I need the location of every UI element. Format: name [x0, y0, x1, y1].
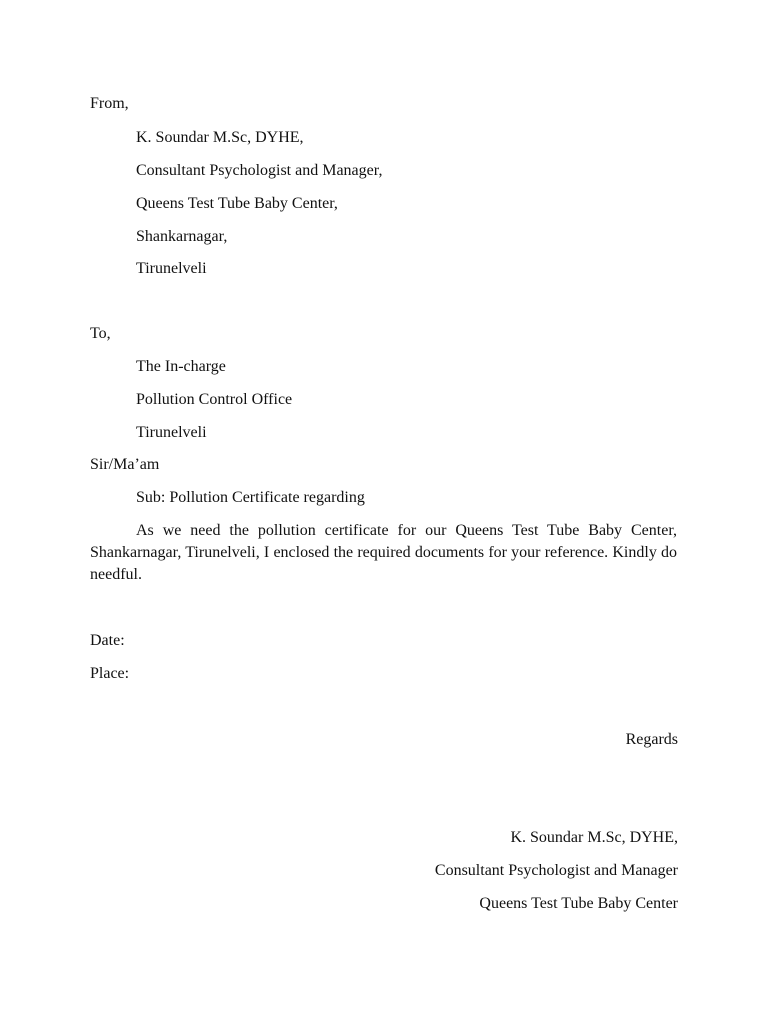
- subject-line: Sub: Pollution Certificate regarding: [136, 489, 365, 506]
- recipient-city: Tirunelveli: [136, 424, 207, 441]
- recipient-role: The In-charge: [136, 358, 226, 375]
- place-label: Place:: [90, 665, 130, 682]
- date-label: Date:: [90, 632, 125, 649]
- sender-locality: Shankarnagar,: [136, 228, 228, 245]
- signature-organization: Queens Test Tube Baby Center: [479, 895, 678, 912]
- closing-regards: Regards: [625, 731, 678, 748]
- signature-name: K. Soundar M.Sc, DYHE,: [510, 829, 678, 846]
- sender-city: Tirunelveli: [136, 260, 207, 277]
- from-label: From,: [90, 95, 129, 112]
- to-label: To,: [90, 325, 111, 342]
- body-paragraph: As we need the pollution certificate for our Queens Test Tube Baby Center, Shankarnagar, Tirunelveli, I enclosed the required documents for your reference. Kindly do needful.: [90, 522, 677, 583]
- sender-name: K. Soundar M.Sc, DYHE,: [136, 129, 304, 146]
- salutation: Sir/Ma’am: [90, 456, 160, 473]
- sender-organization: Queens Test Tube Baby Center,: [136, 195, 338, 212]
- recipient-office: Pollution Control Office: [136, 391, 293, 408]
- signature-title: Consultant Psychologist and Manager: [434, 862, 678, 879]
- sender-title: Consultant Psychologist and Manager,: [136, 162, 383, 179]
